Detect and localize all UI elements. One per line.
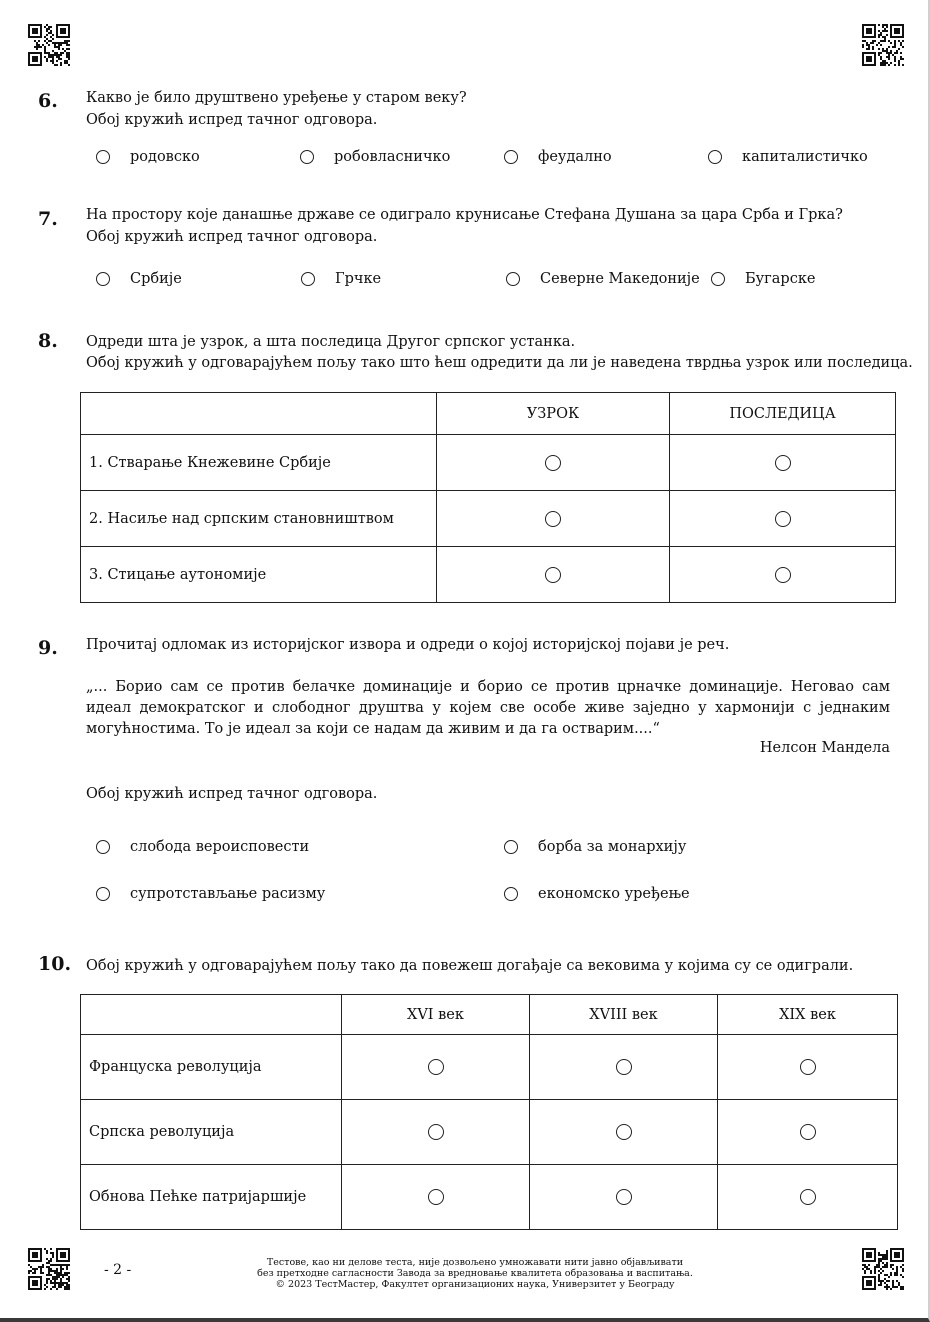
radio-circle-icon[interactable] [504,887,518,901]
answer-cell[interactable] [342,1035,530,1100]
radio-circle-icon[interactable] [616,1189,632,1205]
answer-option[interactable]: Северне Македоније [506,271,700,287]
radio-circle-icon[interactable] [428,1189,444,1205]
question-number: 9. [38,637,58,659]
table-row [81,547,896,603]
answer-option[interactable]: капиталистичко [708,149,868,165]
radio-circle-icon[interactable] [545,567,561,583]
answer-cell[interactable] [718,1035,898,1100]
radio-circle-icon[interactable] [800,1189,816,1205]
radio-circle-icon[interactable] [775,567,791,583]
answer-cell[interactable] [530,1100,718,1165]
column-header-19th-century: XIX век [718,995,898,1035]
radio-circle-icon[interactable] [300,150,314,164]
answer-option[interactable]: робовласничко [300,149,450,165]
table-header-row [81,393,896,435]
radio-circle-icon[interactable] [506,272,520,286]
quote-author: Нелсон Мандела [759,740,890,756]
answer-cell[interactable] [530,1165,718,1230]
answer-option[interactable]: феудално [504,149,612,165]
answer-option[interactable]: Србије [96,271,182,287]
question-number: 6. [38,90,58,112]
radio-circle-icon[interactable] [708,150,722,164]
row-label: Српска револуција [81,1100,342,1165]
radio-circle-icon[interactable] [800,1059,816,1075]
table-header-empty [81,393,437,435]
question-number: 8. [38,330,58,352]
answer-cell[interactable] [437,435,670,491]
radio-circle-icon[interactable] [504,150,518,164]
qr-code-icon [28,1248,70,1290]
answer-option[interactable]: економско уређење [504,886,690,902]
answer-option[interactable]: слобода вероисповести [96,839,309,855]
row-label: 3. Стицање аутономије [81,547,437,603]
radio-circle-icon[interactable] [775,511,791,527]
copyright-line: © 2023 ТестМастер, Факултет организационих наука, Универзитет у Београду [275,1279,675,1290]
answer-option[interactable]: супротстављање расизму [96,886,325,902]
question-text: Прочитај одломак из историјског извора и одреди о којој историјској појави је реч. [86,637,730,653]
answer-cell[interactable] [670,435,896,491]
table-row [81,1035,898,1100]
answer-cell[interactable] [437,547,670,603]
radio-circle-icon[interactable] [96,840,110,854]
row-label: Обнова Пећке патријаршије [81,1165,342,1230]
row-label: Француска револуција [81,1035,342,1100]
qr-code-icon [862,1248,904,1290]
answer-cell[interactable] [342,1165,530,1230]
answer-cell[interactable] [718,1100,898,1165]
column-header-16th-century: XVI век [342,995,530,1035]
question-instruction: Обој кружић у одговарајућем пољу тако што ћеш одредити да ли је наведена тврдња узрок или последица. [86,355,913,371]
radio-circle-icon[interactable] [616,1059,632,1075]
copyright-notice [180,1257,770,1290]
radio-circle-icon[interactable] [301,272,315,286]
answer-option[interactable]: родовско [96,149,200,165]
copyright-line: Тестове, као ни делове теста, није дозвољено умножавати нити јавно објављивати [266,1257,684,1268]
radio-circle-icon[interactable] [96,272,110,286]
qr-code-icon [28,24,70,66]
question-number: 10. [38,953,72,975]
answer-cell[interactable] [342,1100,530,1165]
radio-circle-icon[interactable] [504,840,518,854]
radio-circle-icon[interactable] [545,511,561,527]
question-text: Обој кружић у одговарајућем пољу тако да повежеш догађаје са вековима у којима су се одиграли. [86,958,854,974]
table-header-empty [81,995,342,1035]
answer-cell[interactable] [670,547,896,603]
page-number: - 2 - [104,1262,132,1278]
answer-option[interactable]: Грчке [301,271,381,287]
radio-circle-icon[interactable] [96,150,110,164]
row-label: 2. Насиље над српским становништвом [81,491,437,547]
answer-option[interactable]: борба за монархију [504,839,686,855]
radio-circle-icon[interactable] [96,887,110,901]
radio-circle-icon[interactable] [545,455,561,471]
answer-cell[interactable] [437,491,670,547]
question-text: На простору које данашње државе се одиграло крунисање Стефана Душана за цара Срба и Грка? [86,207,843,223]
historical-quote: „... Борио сам се против белачке доминације и борио се против црначке доминације. Неговао сам идеал демократског и слободног друштва у којем све особе живе заједно у хармонији с једнаким могућностима. То је идеал за који се надам да живим и да га остварим....“ [86,679,890,737]
radio-circle-icon[interactable] [800,1124,816,1140]
table-row [81,1165,898,1230]
radio-circle-icon[interactable] [428,1059,444,1075]
centuries-table [80,994,898,1230]
answer-cell[interactable] [670,491,896,547]
question-instruction: Обој кружић испред тачног одговора. [86,112,378,128]
radio-circle-icon[interactable] [616,1124,632,1140]
radio-circle-icon[interactable] [711,272,725,286]
column-header-18th-century: XVIII век [530,995,718,1035]
answer-option[interactable]: Бугарске [711,271,815,287]
question-instruction: Обој кружић испред тачног одговора. [86,229,378,245]
answer-cell[interactable] [530,1035,718,1100]
radio-circle-icon[interactable] [428,1124,444,1140]
cause-effect-table [80,392,896,603]
answer-cell[interactable] [718,1165,898,1230]
column-header-cause: УЗРОК [437,393,670,435]
row-label: 1. Стварање Кнежевине Србије [81,435,437,491]
question-text: Какво је било друштвено уређење у старом веку? [86,90,467,106]
qr-code-icon [862,24,904,66]
table-row [81,491,896,547]
question-text: Одреди шта је узрок, а шта последица Другог српског устанка. [86,334,576,350]
column-header-effect: ПОСЛЕДИЦА [670,393,896,435]
table-row [81,1100,898,1165]
radio-circle-icon[interactable] [775,455,791,471]
table-row [81,435,896,491]
question-instruction: Обој кружић испред тачног одговора. [86,786,378,802]
copyright-line: без претходне сагласности Завода за вредновање квалитета образовања и васпитања. [257,1268,693,1279]
question-number: 7. [38,208,58,230]
table-header-row [81,995,898,1035]
